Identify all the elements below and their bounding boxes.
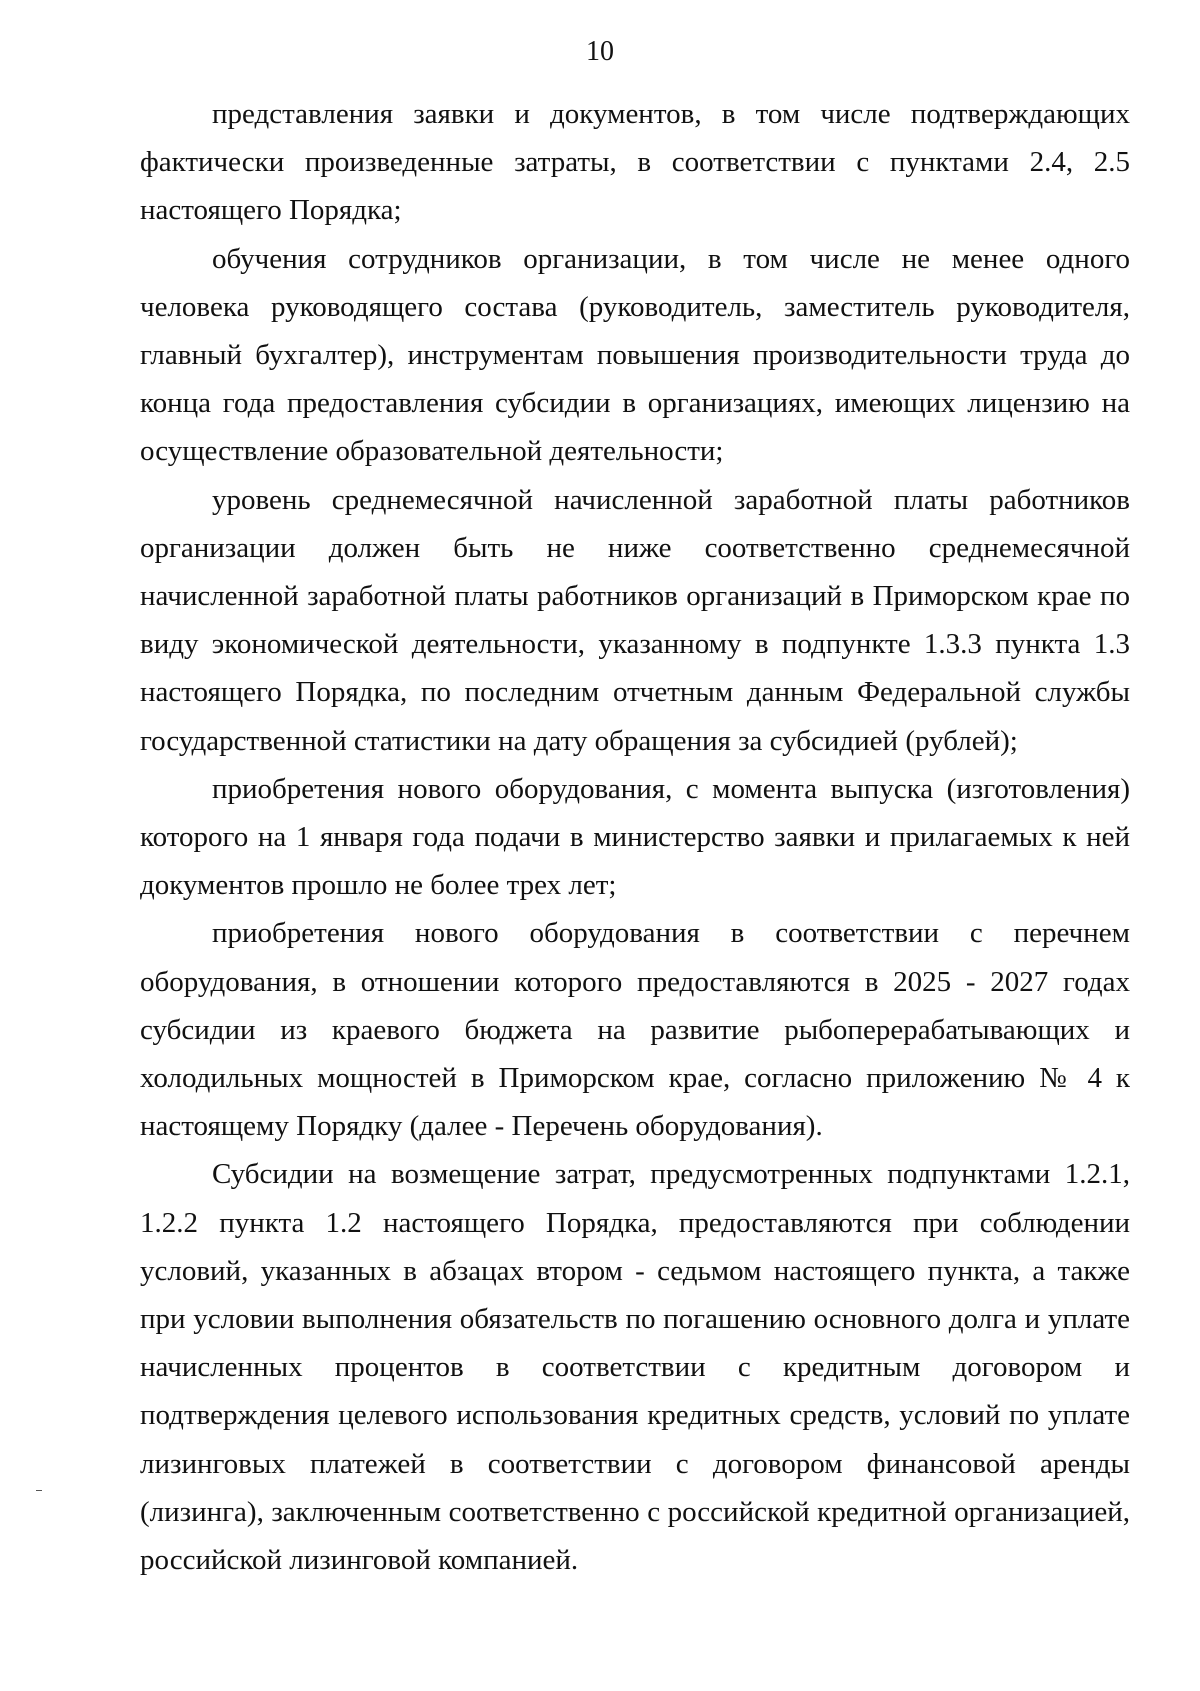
paragraph-2: обучения сотрудников организации, в том числе не менее одного человека руководящего состава (руководитель, заместитель руководителя, главный бухгалтер), инструментам повышения производительности труда до конца года предоставления субсидии в организациях, имеющих лицензию на осуществление образовательной деятельности; xyxy=(140,242,1130,468)
paragraph-6: Субсидии на возмещение затрат, предусмотренных подпунктами 1.2.1, 1.2.2 пункта 1.2 настоящего Порядка, предоставляются при соблюдении условий, указанных в абзацах втором - седьмом настоящего пункта, а также при условии выполнения обязательств по погашению основного долга и уплате начисленных процентов в соответствии с кредитным договором и подтверждения целевого использования кредитных средств, условий по уплате лизинговых платежей в соответствии с договором финансовой аренды (лизинга), заключенным соответственно с российской кредитной организацией, российской лизинговой компанией. xyxy=(140,1158,1130,1577)
paragraph-5: приобретения нового оборудования в соответствии с перечнем оборудования, в отношении которого предоставляются в 2025 - 2027 годах субсидии из краевого бюджета на развитие рыбоперерабатывающих и холодильных мощностей в Приморском крае, согласно приложению № 4 к настоящему Порядку (далее - Перечень оборудования). xyxy=(140,917,1130,1143)
page-number: 10 xyxy=(586,36,614,67)
scan-margin-mark xyxy=(36,1490,42,1491)
document-body xyxy=(140,90,1130,1584)
paragraph-3: уровень среднемесячной начисленной заработной платы работников организации должен быть не ниже соответственно среднемесячной начисленной заработной платы работников организаций в Приморском крае по виду экономической деятельности, указанному в подпункте 1.3.3 пункта 1.3 настоящего Порядка, по последним отчетным данным Федеральной службы государственной статистики на дату обращения за субсидией (рублей); xyxy=(140,483,1130,757)
paragraph-1: представления заявки и документов, в том числе подтверждающих фактически произведенные затраты, в соответствии с пунктами 2.4, 2.5 настоящего Порядка; xyxy=(140,98,1130,227)
paragraph-4: приобретения нового оборудования, с момента выпуска (изготовления) которого на 1 января года подачи в министерство заявки и прилагаемых к ней документов прошло не более трех лет; xyxy=(140,772,1130,902)
